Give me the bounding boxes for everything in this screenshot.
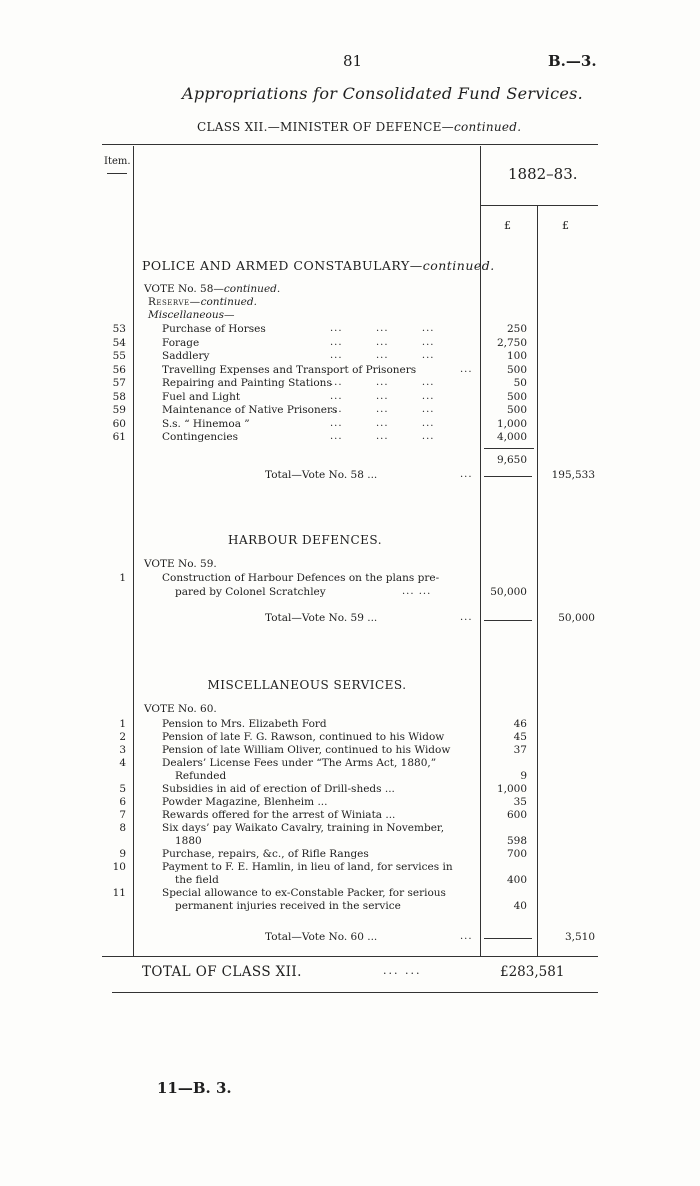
police-item-text: S.s. “ Hinemoa ” [162,417,250,430]
misc-item-amount: 598 [506,834,527,847]
table-bottom-rule [102,956,598,957]
document-reference: B.—3. [548,52,597,70]
grand-total-dots: ... ... [383,964,422,977]
grand-total-rule [112,992,598,993]
police-item-no: 55 [112,350,126,362]
vote-59-total-dots: ... [460,612,473,623]
misc-item-amount: 40 [513,899,527,912]
misc-item-text: Special allowance to ex-Constable Packer, for serious [162,887,446,899]
vote-58-total-dots: ... [460,469,473,480]
vote-59-item-line-1: Construction of Harbour Defences on the plans pre- [162,572,440,584]
misc-item-text: Powder Magazine, Blenheim ... [162,796,328,808]
misc-item-amount: 600 [506,809,527,821]
police-item-amount: 500 [506,363,527,376]
vote-59-total-label: Total—Vote No. 59 ... [265,612,378,624]
vote-58-main: VOTE No. 58— [144,283,224,295]
police-item-amount: 500 [506,390,527,403]
vote-58-total-label [265,469,377,481]
misc-item-amount: 37 [513,744,527,756]
vote-60-total: 3,510 [564,931,595,943]
police-item-dots: ... ... ... [330,390,435,402]
police-item-text: Purchase of Horses [162,323,266,335]
miscellaneous-subheading: Miscellaneous— [148,309,235,321]
vote-60-total-label: Total—Vote No. 60 ... [265,931,378,943]
police-item-dots: ... ... ... [330,377,435,388]
police-item-dots: ... ... ... [330,323,435,334]
vote-58-heading [144,283,280,295]
police-item-text: Travelling Expenses and Transport of Prisoners [162,363,417,376]
misc-item-no: 8 [119,822,126,834]
police-item-no: 61 [112,431,126,443]
misc-item-text: Refunded [175,769,227,782]
police-item-no: 54 [112,336,126,349]
police-heading [142,258,495,273]
misc-item-no: 1 [119,718,126,730]
police-item-text: Saddlery [162,350,210,362]
misc-item-no: 6 [119,796,126,808]
police-subtotal: 9,650 [496,454,527,466]
vote-58-total: 195,533 [551,469,595,481]
police-item-amount: 50 [513,377,527,389]
police-subtotal-rule [484,448,534,449]
police-item-amount: 1,000 [496,417,527,430]
police-heading-continued: continued. [422,258,495,273]
misc-item-text: Subsidies in aid of erection of Drill-sheds ... [162,783,395,795]
vote-58-continued: continued. [223,283,281,295]
misc-item-no: 10 [112,861,126,873]
vote-59-heading: VOTE No. 59. [144,558,217,570]
police-item-dots: ... ... ... [330,417,435,429]
reserve-heading [148,296,257,308]
misc-item-text: the field [175,873,219,886]
police-item-no: 59 [112,404,126,416]
vote-60-total-rule [484,938,532,939]
police-item-amount: 100 [506,350,527,362]
misc-item-text: Pension of late F. G. Rawson, continued to his Widow [162,731,445,743]
police-item-no: 60 [112,417,126,430]
vote-60-heading: VOTE No. 60. [144,703,217,715]
misc-item-no: 9 [119,848,126,860]
vote-58-total-text: Total—Vote No. 58 ... [265,469,378,481]
misc-item-text: Rewards offered for the arrest of Winiata ... [162,809,396,821]
police-item-text: Maintenance of Native Prisoners [162,404,338,416]
grand-total-amount: £283,581 [500,964,565,980]
pound-column-divider [537,206,538,956]
item-label-rule [107,173,127,174]
police-item-amount: 250 [506,323,527,335]
misc-item-text: Purchase, repairs, &c., of Rifle Ranges [162,848,369,860]
misc-item-no: 2 [119,731,126,743]
police-item-dots: ... ... ... [330,431,435,442]
vote-59-item-no: 1 [119,572,126,584]
page-title: Appropriations for Consolidated Fund Services. [182,84,584,103]
vote-59-item-dots: ... ... [402,586,432,597]
police-item-text: Repairing and Painting Stations [162,377,332,389]
misc-item-amount: 700 [506,848,527,860]
police-item-text: Contingencies [162,431,238,443]
misc-item-no: 3 [119,744,126,756]
pound-heading-2: £ [562,219,569,232]
misc-item-text: Dealers’ License Fees under “The Arms Act, 1880,” [162,757,437,769]
table-top-rule [102,144,598,145]
misc-item-no: 5 [119,783,126,795]
vote-59-amount: 50,000 [490,586,527,598]
misc-item-text: Pension of late William Oliver, continued to his Widow [162,744,451,756]
police-item-amount: 500 [506,404,527,416]
police-item-text: Forage [162,336,200,349]
class-heading [197,120,521,134]
misc-item-amount: 1,000 [496,783,527,795]
police-item-no: 56 [112,363,126,376]
misc-item-text: 1880 [175,834,202,847]
police-item-dots: ... [460,363,473,375]
item-column-label: Item. [104,156,131,167]
misc-item-text: permanent injuries received in the service [175,899,401,912]
vote-60-total-dots: ... [460,931,473,942]
footer-signature: 11—B. 3. [157,1079,232,1097]
misc-item-no: 7 [119,809,126,821]
police-item-amount: 4,000 [496,431,527,443]
year-heading: 1882–83. [508,165,578,183]
vote-59-total: 50,000 [558,612,595,624]
misc-item-text: Six days’ pay Waikato Cavalry, training in November, [162,822,445,834]
police-item-no: 57 [112,377,126,389]
harbour-heading: HARBOUR DEFENCES. [227,533,383,547]
police-item-text: Fuel and Light [162,390,241,403]
misc-item-amount: 45 [513,731,527,743]
misc-item-text: Pension to Mrs. Elizabeth Ford [162,718,327,730]
page-number: 81 [343,52,363,70]
misc-item-amount: 46 [513,718,527,730]
police-item-amount: 2,750 [496,336,527,349]
class-heading-main: CLASS XII.—MINISTER OF DEFENCE— [197,120,454,134]
misc-item-amount: 9 [520,769,527,782]
pound-heading-1: £ [504,219,511,232]
vote-58-total-rule [484,476,532,477]
grand-total-label: TOTAL OF CLASS XII. [142,964,302,980]
year-underline [481,205,598,206]
police-item-dots: ... ... ... [330,350,435,361]
vote-59-total-rule [484,620,532,621]
police-item-dots: ... ... ... [330,404,435,415]
class-heading-continued: continued. [454,120,522,134]
reserve-continued: continued. [200,296,257,308]
misc-services-heading: MISCELLANEOUS SERVICES. [207,678,407,692]
police-item-no: 58 [112,390,126,403]
misc-item-no: 11 [112,887,126,899]
item-column-divider [133,146,134,956]
vote-59-item-line-2: pared by Colonel Scratchley [175,586,326,598]
police-item-no: 53 [112,323,126,335]
reserve-main: Reserve— [148,296,201,308]
police-heading-main: POLICE AND ARMED CONSTABULARY— [142,258,423,273]
misc-item-text: Payment to F. E. Hamlin, in lieu of land, for services in [162,861,453,873]
misc-item-amount: 400 [506,873,527,886]
misc-item-amount: 35 [513,796,527,808]
police-item-dots: ... ... ... [330,336,435,348]
misc-item-no: 4 [119,757,126,769]
